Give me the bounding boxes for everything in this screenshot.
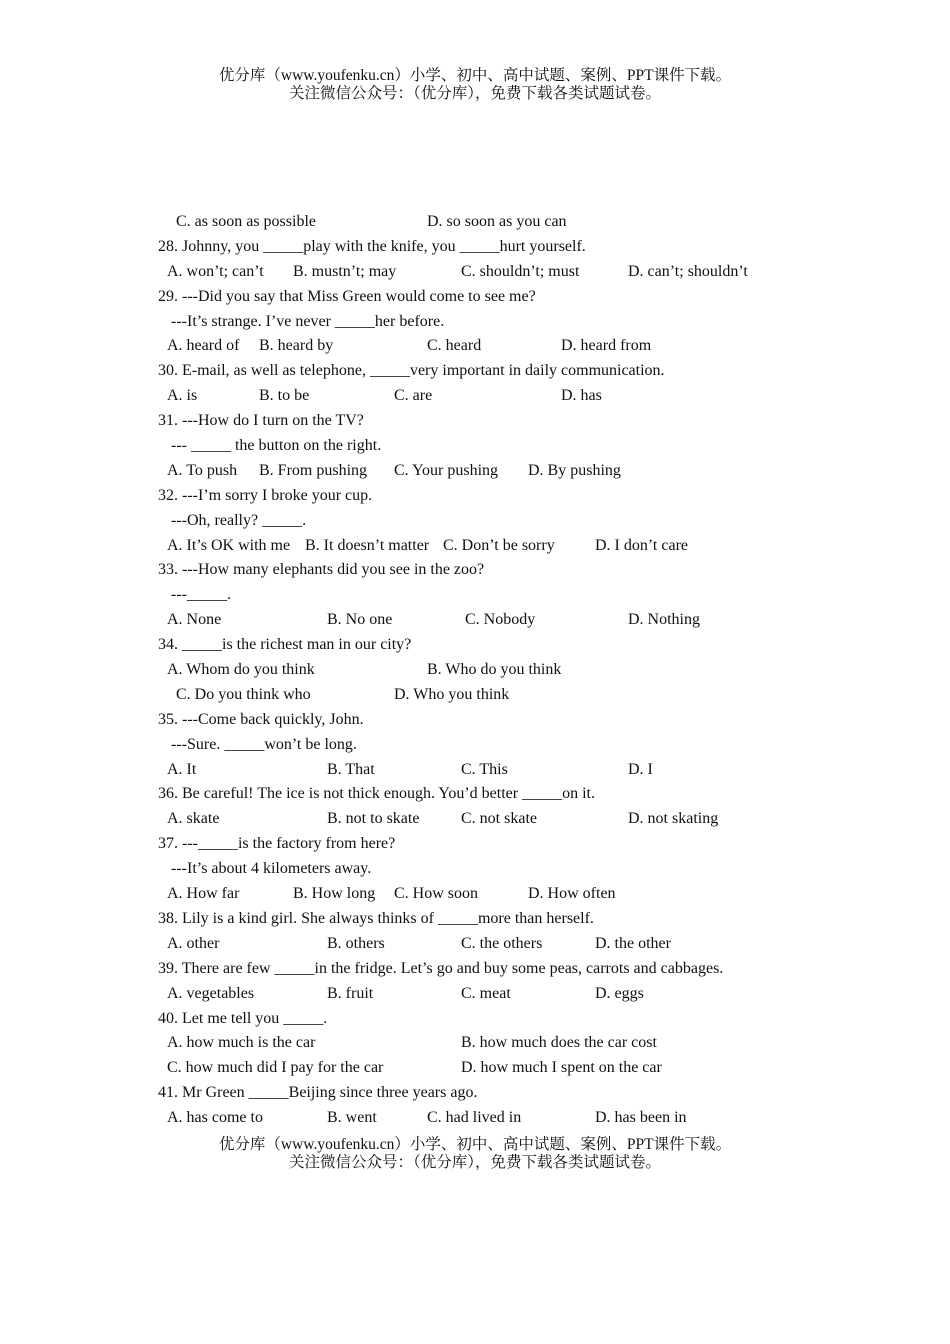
- option-a: A. To push: [167, 461, 238, 479]
- question-text: 28. Johnny, you _____play with the knife, you _____hurt yourself.: [158, 237, 586, 255]
- option-a: A. other: [167, 934, 220, 952]
- question-text: 30. E-mail, as well as telephone, _____very important in daily communication.: [158, 362, 665, 380]
- question-text: 33. ---How many elephants did you see in the zoo?: [158, 561, 485, 579]
- option-c: C. as soon as possible: [176, 213, 316, 230]
- header-line-2: 关注微信公众号：（优分库），免费下载各类试题试卷。: [288, 85, 661, 102]
- question-text: 40. Let me tell you _____.: [158, 1009, 328, 1027]
- option-a: A. how much is the car: [167, 1034, 316, 1052]
- page-footer: [0, 1136, 950, 1172]
- question-text: 31. ---How do I turn on the TV?: [158, 412, 364, 430]
- question-33: [0, 558, 950, 583]
- option-a: A. None: [167, 611, 222, 629]
- question-list: [0, 210, 950, 1131]
- option-b: B. How long: [293, 885, 376, 903]
- option-c: C. had lived in: [427, 1109, 522, 1127]
- option-b: B. mustn’t; may: [293, 262, 397, 280]
- question-29: [0, 285, 950, 310]
- option-c: C. Don’t be sorry: [443, 536, 555, 554]
- option-b: B. It doesn’t matter: [305, 536, 430, 554]
- options-31: [0, 459, 950, 484]
- option-c: C. are: [394, 387, 433, 405]
- options-39: [0, 982, 950, 1007]
- option-d: D. heard from: [561, 337, 652, 355]
- option-b: B. not to skate: [327, 810, 420, 828]
- options-29: [0, 334, 950, 359]
- question-text: 32. ---I’m sorry I broke your cup.: [158, 486, 373, 504]
- options-28: [0, 260, 950, 285]
- question-text: 34. _____is the richest man in our city?: [158, 636, 412, 654]
- footer-line-2: 关注微信公众号：（优分库），免费下载各类试题试卷。: [288, 1154, 661, 1171]
- option-b: B. Who do you think: [427, 661, 562, 679]
- options-33: [0, 608, 950, 633]
- option-a: A. is: [167, 387, 198, 405]
- option-b: B. heard by: [259, 337, 334, 355]
- option-c: C. the others: [461, 934, 543, 952]
- question-36: [0, 782, 950, 807]
- option-d: D. can’t; shouldn’t: [628, 262, 748, 280]
- option-a: A. It’s OK with me: [167, 536, 291, 554]
- question-text: 41. Mr Green _____Beijing since three years ago.: [158, 1084, 478, 1102]
- option-a: A. heard of: [167, 337, 240, 355]
- option-b: B. No one: [327, 611, 393, 629]
- option-d: D. eggs: [595, 984, 644, 1002]
- option-c: C. How soon: [394, 885, 479, 903]
- option-c: C. Nobody: [465, 611, 536, 629]
- question-39: [0, 957, 950, 982]
- option-c: C. heard: [427, 337, 482, 355]
- question-30: [0, 359, 950, 384]
- options-32: [0, 534, 950, 559]
- options-38: [0, 932, 950, 957]
- question-text: 29. ---Did you say that Miss Green would come to see me?: [158, 287, 536, 305]
- option-c: C. how much did I pay for the car: [167, 1059, 384, 1077]
- option-a: A. won’t; can’t: [167, 262, 264, 280]
- options-35: [0, 758, 950, 783]
- option-b: B. to be: [259, 387, 310, 405]
- option-d: D. Who you think: [394, 685, 510, 703]
- option-b: B. From pushing: [259, 461, 368, 479]
- option-d: D. the other: [595, 934, 671, 952]
- question-text: 39. There are few _____in the fridge. Let’s go and buy some peas, carrots and cabbages.: [158, 959, 724, 977]
- question-32: [0, 484, 950, 509]
- question-28: [0, 235, 950, 260]
- options-40-ab: [0, 1031, 950, 1056]
- dialogue-line: [0, 434, 950, 459]
- question-text: 35. ---Come back quickly, John.: [158, 710, 364, 728]
- option-a: A. has come to: [167, 1109, 263, 1127]
- option-d: D. how much I spent on the car: [461, 1059, 662, 1077]
- option-a: A. vegetables: [167, 984, 255, 1002]
- option-c: C. This: [461, 760, 508, 778]
- options-37: [0, 882, 950, 907]
- option-d: D. has been in: [595, 1109, 687, 1127]
- options-34-cd: [0, 683, 950, 708]
- option-c: C. meat: [461, 984, 511, 1002]
- option-b: B. fruit: [327, 984, 374, 1002]
- options-30: [0, 384, 950, 409]
- option-b: B. how much does the car cost: [461, 1034, 657, 1052]
- option-d: D. By pushing: [528, 461, 621, 479]
- option-c: C. not skate: [461, 810, 537, 828]
- option-b: B. That: [327, 760, 375, 778]
- question-text: 36. Be careful! The ice is not thick enough. You’d better _____on it.: [158, 785, 595, 803]
- option-b: B. went: [327, 1109, 377, 1127]
- dialogue-text: ---Sure. _____won’t be long.: [171, 735, 357, 753]
- header-line-1: 优分库（www.youfenku.cn）小学、初中、高中试题、案例、PPT课件下载。: [218, 67, 732, 84]
- dialogue-text: ---It’s strange. I’ve never _____her before.: [171, 312, 445, 330]
- dialogue-text: ---_____.: [171, 586, 231, 604]
- footer-line-1: 优分库（www.youfenku.cn）小学、初中、高中试题、案例、PPT课件下载。: [218, 1136, 732, 1153]
- option-d: D. not skating: [628, 810, 719, 828]
- option-line: [0, 210, 950, 235]
- option-d: D. I: [628, 760, 653, 778]
- dialogue-line: [0, 509, 950, 534]
- question-40: [0, 1007, 950, 1032]
- question-text: 37. ---_____is the factory from here?: [158, 835, 396, 853]
- option-c: C. shouldn’t; must: [461, 262, 580, 280]
- options-41: [0, 1106, 950, 1131]
- page-header: [0, 67, 950, 103]
- dialogue-line: [0, 583, 950, 608]
- question-37: [0, 832, 950, 857]
- options-36: [0, 807, 950, 832]
- option-a: A. How far: [167, 885, 240, 903]
- option-d: D. so soon as you can: [427, 213, 567, 230]
- dialogue-line: [0, 310, 950, 335]
- option-a: A. skate: [167, 810, 220, 828]
- dialogue-text: ---Oh, really? _____.: [171, 511, 307, 529]
- option-d: D. I don’t care: [595, 536, 688, 554]
- question-31: [0, 409, 950, 434]
- options-34-ab: [0, 658, 950, 683]
- question-41: [0, 1081, 950, 1106]
- option-a: A. It: [167, 760, 197, 778]
- dialogue-text: ---It’s about 4 kilometers away.: [171, 860, 372, 878]
- option-d: D. How often: [528, 885, 616, 903]
- option-b: B. others: [327, 934, 385, 952]
- question-35: [0, 708, 950, 733]
- option-a: A. Whom do you think: [167, 661, 315, 679]
- option-c: C. Do you think who: [176, 685, 311, 703]
- option-c: C. Your pushing: [394, 461, 499, 479]
- dialogue-line: [0, 857, 950, 882]
- question-text: 38. Lily is a kind girl. She always thinks of _____more than herself.: [158, 909, 594, 927]
- question-34: [0, 633, 950, 658]
- option-d: D. Nothing: [628, 611, 700, 629]
- question-38: [0, 907, 950, 932]
- dialogue-line: [0, 733, 950, 758]
- dialogue-text: --- _____ the button on the right.: [171, 437, 382, 455]
- option-d: D. has: [561, 387, 602, 405]
- options-40-cd: [0, 1056, 950, 1081]
